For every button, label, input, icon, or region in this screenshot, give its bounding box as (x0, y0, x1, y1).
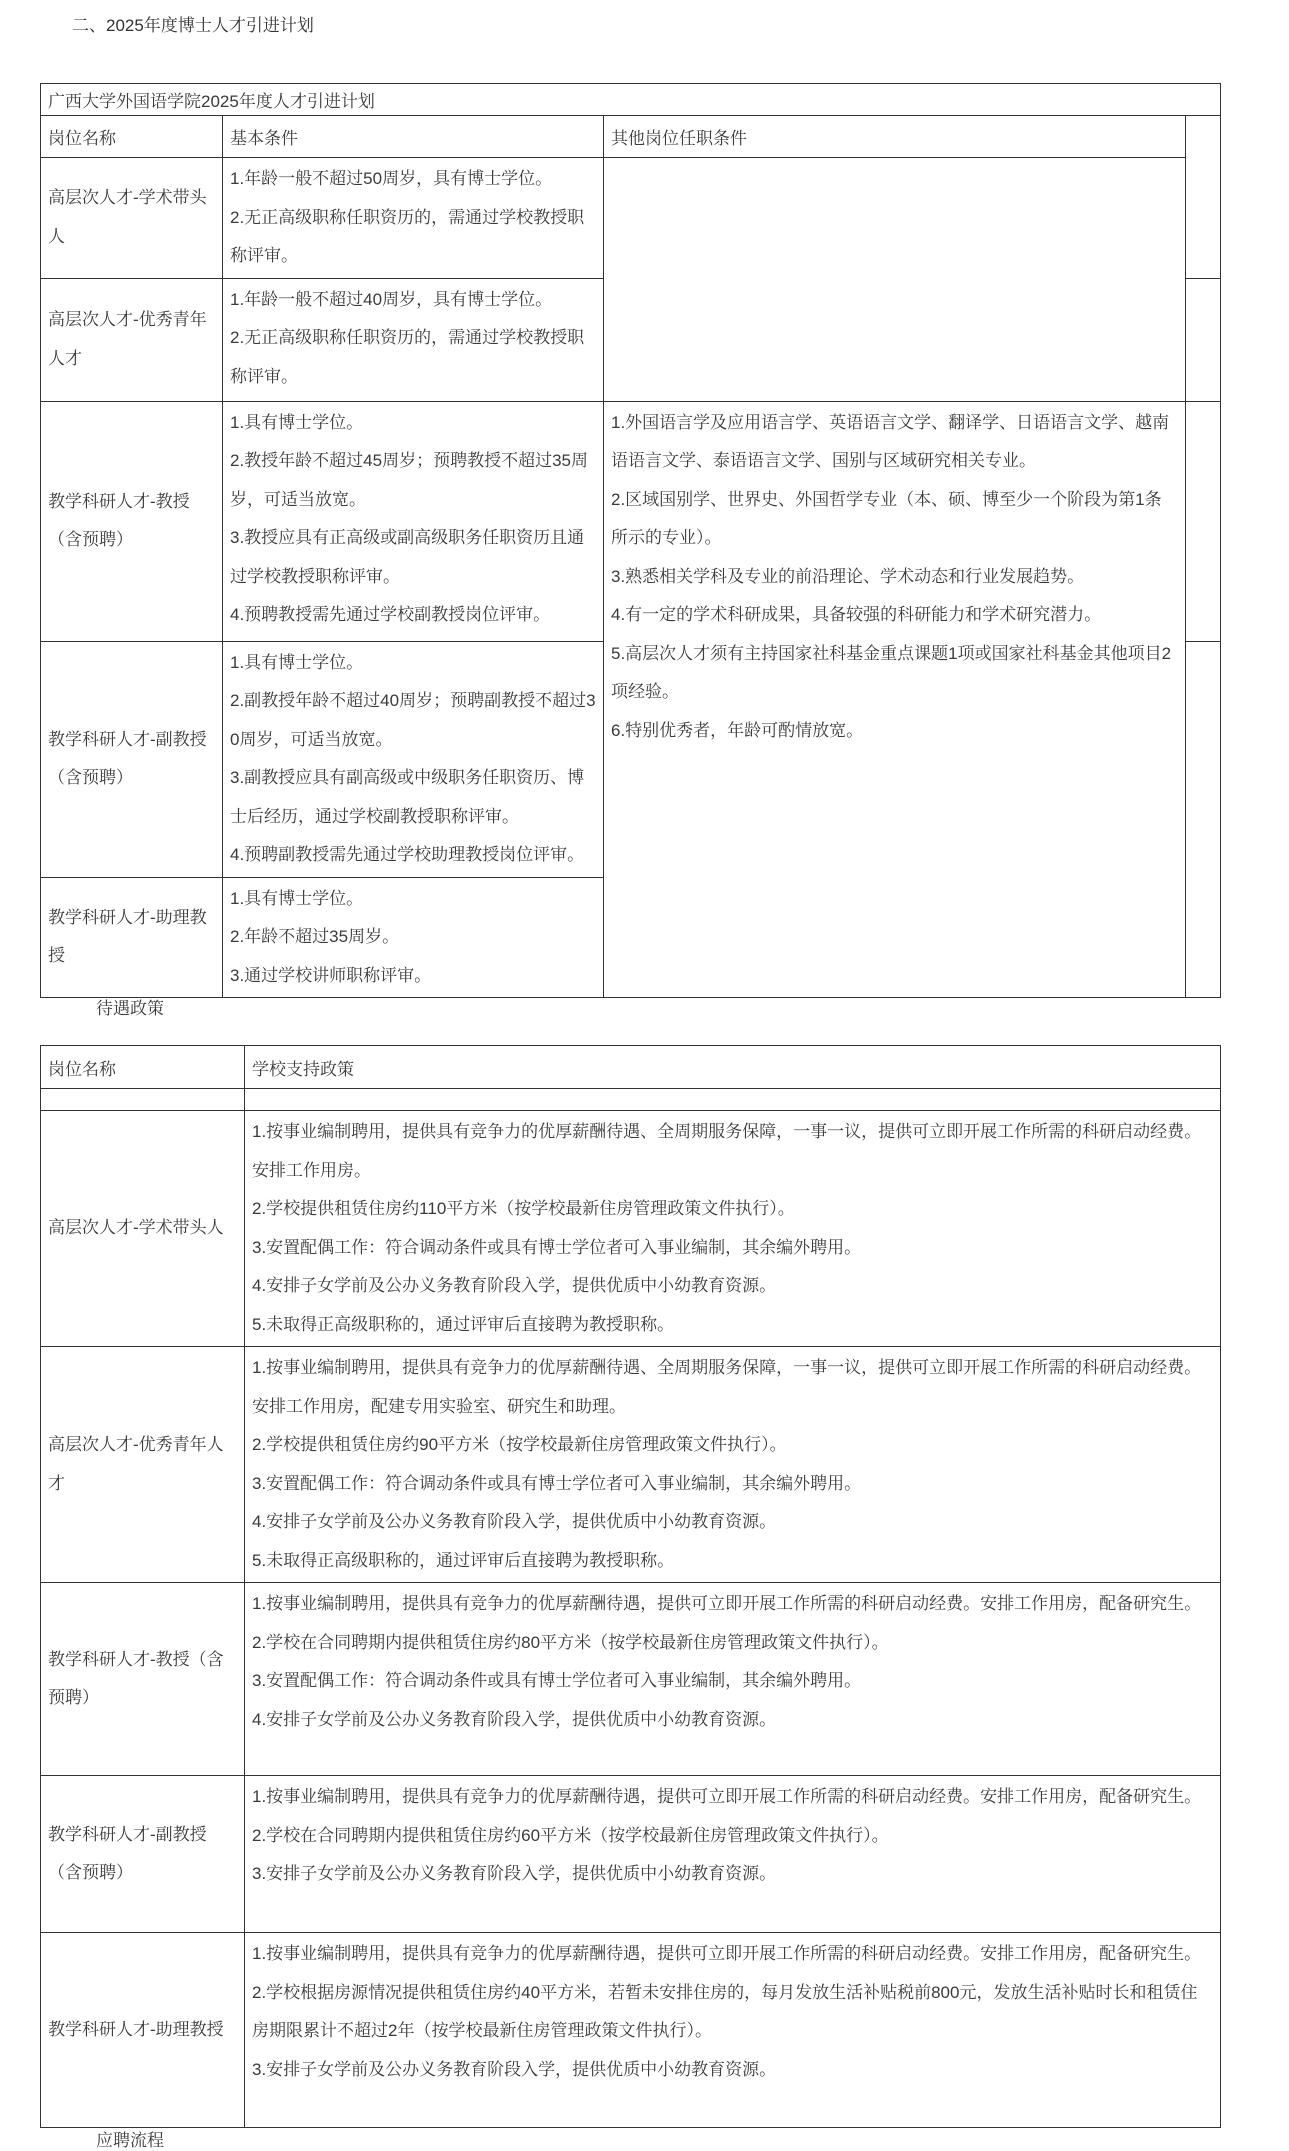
position-cell: 高层次人才-优秀青年人才 (41, 278, 223, 401)
policy-item: 2.学校在合同聘期内提供租赁住房约80平方米（按学校最新住房管理政策文件执行）。 (252, 1632, 889, 1652)
condition-item: 3.教授应具有正高级或副高级职务任职资历且通过学校教授职称评审。 (230, 528, 585, 586)
condition-item: 2.无正高级职称任职资历的，需通过学校教授职称评审。 (230, 328, 585, 386)
condition-item: 4.预聘教授需先通过学校副教授岗位评审。 (230, 605, 551, 624)
condition-item: 4.预聘副教授需先通过学校助理教授岗位评审。 (230, 845, 585, 864)
position-cell: 高层次人才-学术带头人 (41, 1111, 245, 1347)
section-heading: 二、2025年度博士人才引进计划 (72, 16, 314, 35)
table-row (41, 1776, 1221, 1933)
policy-item: 3.安置配偶工作：符合调动条件或具有博士学位者可入事业编制，其余编外聘用。 (252, 1671, 862, 1690)
position-cell: 教学科研人才-教授（含预聘） (41, 1583, 245, 1776)
requirement-item: 6.特别优秀者，年龄可酌情放宽。 (611, 720, 864, 740)
condition-item: 1.具有博士学位。 (230, 652, 364, 672)
policy-item: 2.学校提供租赁住房约90平方米（按学校最新住房管理政策文件执行）。 (252, 1435, 787, 1454)
policy-item: 3.安排子女学前及公办义务教育阶段入学，提供优质中小幼教育资源。 (252, 2059, 777, 2079)
requirement-item: 4.有一定的学术科研成果，具备较强的科研能力和学术研究潜力。 (611, 605, 1102, 624)
table-row (41, 158, 1221, 279)
header-position: 岗位名称 (41, 116, 223, 158)
policy-table (40, 1045, 1221, 2128)
benefits-section-label: 待遇政策 (96, 999, 164, 1018)
recruitment-plan-section (40, 83, 1221, 998)
conditions-cell (223, 278, 604, 401)
policy-cell (245, 1583, 1221, 1776)
table-title: 广西大学外国语学院2025年度人才引进计划 (41, 84, 1221, 116)
benefits-policy-section (40, 1045, 1221, 2128)
requirement-item: 1.外国语言学及应用语言学、英语语言文学、翻译学、日语语言文学、越南语语言文学、泰语语言文学、国别与区域研究相关专业。 (611, 412, 1170, 470)
conditions-cell (223, 158, 604, 279)
policy-item: 4.安排子女学前及公办义务教育阶段入学，提供优质中小幼教育资源。 (252, 1276, 777, 1295)
policy-item: 1.按事业编制聘用，提供具有竞争力的优厚薪酬待遇，提供可立即开展工作所需的科研启动经费。安排工作用房，配备研究生。 (252, 1787, 1202, 1806)
recruitment-plan-table (40, 83, 1221, 998)
empty-row (41, 1089, 1221, 1111)
policy-item: 5.未取得正高级职称的，通过评审后直接聘为教授职称。 (252, 1550, 675, 1570)
policy-cell (245, 1776, 1221, 1933)
spacer-cell (1186, 401, 1221, 641)
process-section-label: 应聘流程 (96, 2131, 164, 2150)
requirement-item: 2.区域国别学、世界史、外国哲学专业（本、硕、博至少一个阶段为第1条所示的专业）。 (611, 489, 1162, 547)
table-row (41, 401, 1221, 641)
policy-item: 1.按事业编制聘用，提供具有竞争力的优厚薪酬待遇，提供可立即开展工作所需的科研启动经费。安排工作用房，配备研究生。 (252, 1594, 1202, 1613)
header-support-policy: 学校支持政策 (245, 1046, 1221, 1089)
policy-item: 3.安置配偶工作：符合调动条件或具有博士学位者可入事业编制，其余编外聘用。 (252, 1237, 862, 1257)
conditions-cell (223, 401, 604, 641)
policy-item: 2.学校提供租赁住房约110平方米（按学校最新住房管理政策文件执行）。 (252, 1199, 795, 1218)
condition-item: 3.通过学校讲师职称评审。 (230, 965, 432, 985)
condition-item: 1.具有博士学位。 (230, 888, 364, 908)
policy-cell (245, 1111, 1221, 1347)
header-other-requirements: 其他岗位任职条件 (604, 116, 1186, 158)
table-header-row (41, 1046, 1221, 1089)
condition-item: 2.无正高级职称任职资历的，需通过学校教授职称评审。 (230, 207, 585, 265)
position-cell: 教学科研人才-副教授（含预聘） (41, 1776, 245, 1933)
table-row (41, 1583, 1221, 1776)
position-cell: 教学科研人才-副教授（含预聘） (41, 641, 223, 877)
position-cell: 教学科研人才-教授（含预聘） (41, 401, 223, 641)
table-row (41, 1933, 1221, 2128)
condition-item: 2.教授年龄不超过45周岁；预聘教授不超过35周岁，可适当放宽。 (230, 451, 588, 509)
policy-item: 1.按事业编制聘用，提供具有竞争力的优厚薪酬待遇、全周期服务保障，一事一议，提供可立即开展工作所需的科研启动经费。安排工作用房。 (252, 1122, 1202, 1180)
condition-item: 1.年龄一般不超过40周岁，具有博士学位。 (230, 289, 553, 309)
condition-item: 3.副教授应具有副高级或中级职务任职资历、博士后经历，通过学校副教授职称评审。 (230, 768, 585, 826)
policy-item: 1.按事业编制聘用，提供具有竞争力的优厚薪酬待遇、全周期服务保障，一事一议，提供可立即开展工作所需的科研启动经费。安排工作用房，配建专用实验室、研究生和助理。 (252, 1358, 1202, 1416)
table-row (41, 1347, 1221, 1583)
table-title-row (41, 84, 1221, 116)
spacer-cell (1186, 278, 1221, 401)
position-cell: 教学科研人才-助理教授 (41, 877, 223, 998)
table-row (41, 1111, 1221, 1347)
policy-cell (245, 1347, 1221, 1583)
empty-cell (41, 1089, 245, 1111)
policy-item: 4.安排子女学前及公办义务教育阶段入学，提供优质中小幼教育资源。 (252, 1709, 777, 1729)
requirement-item: 3.熟悉相关学科及专业的前沿理论、学术动态和行业发展趋势。 (611, 566, 1085, 586)
policy-item: 1.按事业编制聘用，提供具有竞争力的优厚薪酬待遇，提供可立即开展工作所需的科研启动经费。安排工作用房，配备研究生。 (252, 1944, 1202, 1963)
table-header-row (41, 116, 1221, 158)
header-position: 岗位名称 (41, 1046, 245, 1089)
condition-item: 2.年龄不超过35周岁。 (230, 927, 400, 946)
position-cell: 教学科研人才-助理教授 (41, 1933, 245, 2128)
position-cell: 高层次人才-优秀青年人才 (41, 1347, 245, 1583)
condition-item: 2.副教授年龄不超过40周岁；预聘副教授不超过30周岁，可适当放宽。 (230, 691, 596, 749)
policy-item: 2.学校在合同聘期内提供租赁住房约60平方米（按学校最新住房管理政策文件执行）。 (252, 1825, 889, 1845)
condition-item: 1.年龄一般不超过50周岁，具有博士学位。 (230, 169, 553, 188)
spacer-cell (1186, 116, 1221, 279)
requirement-item: 5.高层次人才须有主持国家社科基金重点课题1项或国家社科基金其他项目2项经验。 (611, 643, 1172, 701)
condition-item: 1.具有博士学位。 (230, 412, 364, 432)
position-cell: 高层次人才-学术带头人 (41, 158, 223, 279)
policy-item: 3.安排子女学前及公办义务教育阶段入学，提供优质中小幼教育资源。 (252, 1864, 777, 1883)
empty-cell (245, 1089, 1221, 1111)
header-basic-conditions: 基本条件 (223, 116, 604, 158)
spacer-cell (1186, 641, 1221, 998)
other-requirements-cell (604, 401, 1186, 998)
policy-item: 2.学校根据房源情况提供租赁住房约40平方米，若暂未安排住房的，每月发放生活补贴税前800元，发放生活补贴时长和租赁住房期限累计不超过2年（按学校最新住房管理政策文件执行）。 (252, 1982, 1198, 2040)
policy-cell (245, 1933, 1221, 2128)
other-requirements-empty-cell (604, 158, 1186, 402)
policy-item: 5.未取得正高级职称的，通过评审后直接聘为教授职称。 (252, 1314, 675, 1334)
policy-item: 3.安置配偶工作：符合调动条件或具有博士学位者可入事业编制，其余编外聘用。 (252, 1473, 862, 1493)
conditions-cell (223, 641, 604, 877)
conditions-cell (223, 877, 604, 998)
policy-item: 4.安排子女学前及公办义务教育阶段入学，提供优质中小幼教育资源。 (252, 1512, 777, 1531)
